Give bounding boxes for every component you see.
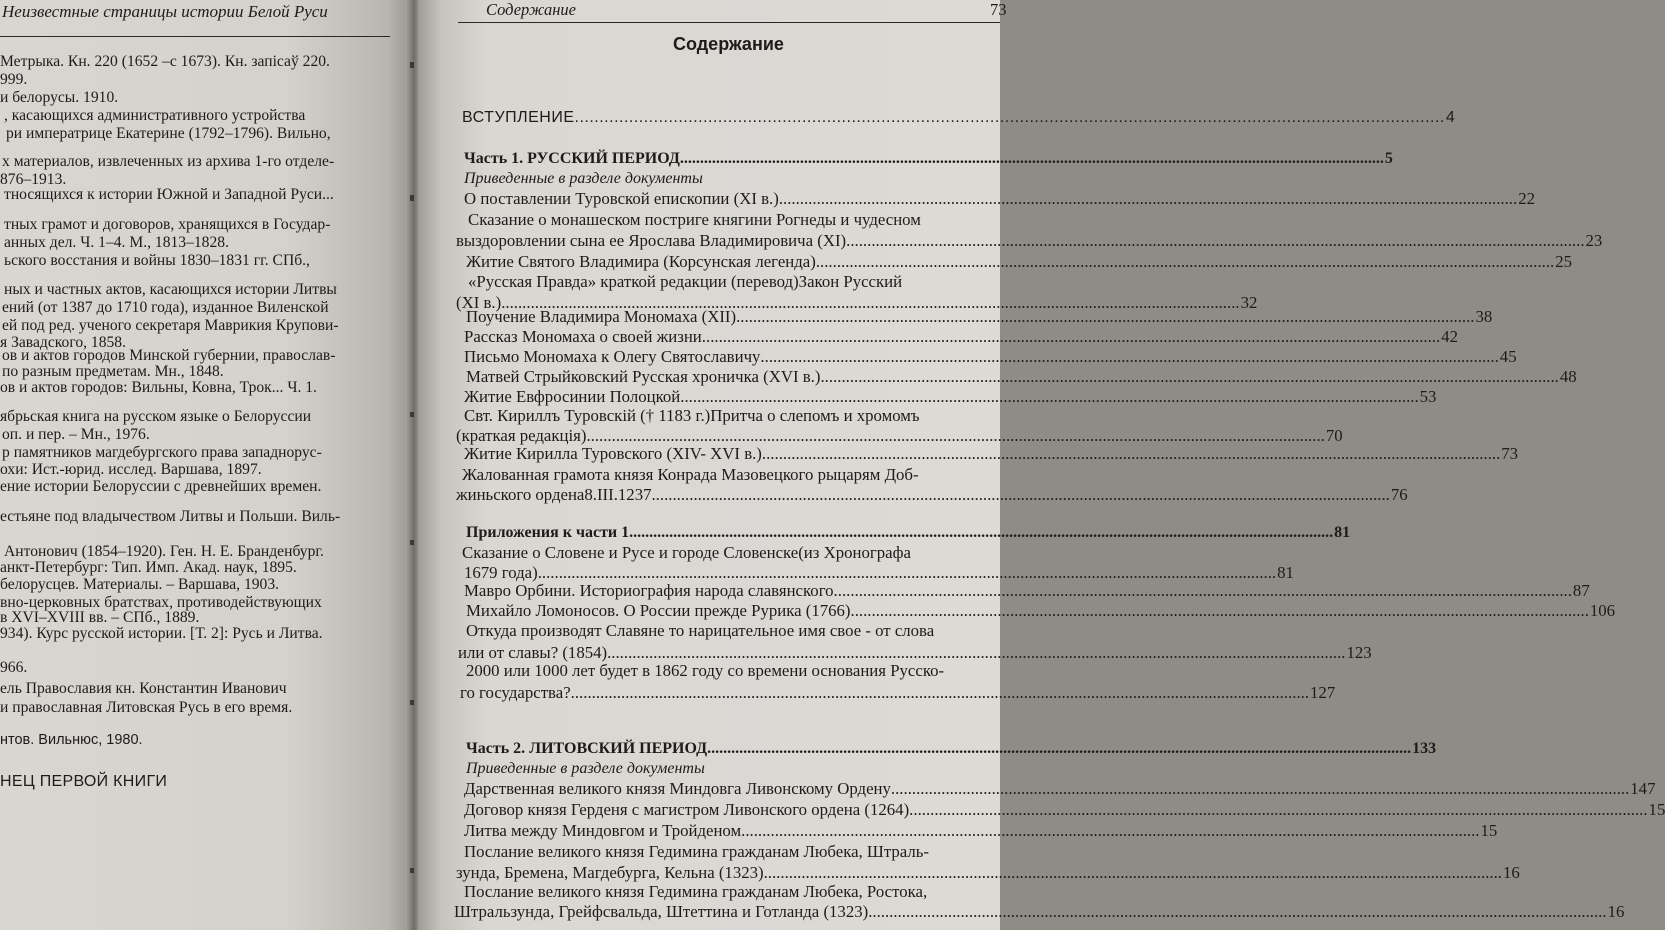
toc-entry bbox=[456, 484, 1408, 505]
toc-entry-title: жиньского ордена8.III.1237 bbox=[456, 485, 652, 504]
toc-entry-title: или от славы? (1854) bbox=[458, 643, 608, 662]
toc-section-heading bbox=[464, 148, 1393, 169]
toc-entry bbox=[464, 820, 1498, 841]
left-line: ных и частных актов, касающихся истории Литвы bbox=[4, 281, 337, 298]
toc-entry-title: Сказание о монашеском постриге княгини Рогнеды и чудесном bbox=[468, 210, 921, 229]
toc-leader-dots bbox=[702, 326, 1440, 347]
toc-section-heading bbox=[466, 738, 1437, 759]
toc-entry-title: Часть 2. ЛИТОВСКИЙ ПЕРИОД bbox=[466, 740, 708, 757]
toc-leader-dots bbox=[575, 107, 1445, 128]
left-line: р памятников магдебургского права западнорус- bbox=[2, 444, 322, 461]
toc-leader-dots bbox=[764, 862, 1502, 883]
toc-leader-dots bbox=[891, 778, 1629, 799]
toc-entry-page: 73 bbox=[1501, 444, 1519, 463]
left-line: ение истории Белоруссии с древнейших времен. bbox=[0, 478, 322, 495]
right-page bbox=[418, 0, 1665, 930]
binding-stitch bbox=[410, 62, 414, 68]
toc-entry bbox=[466, 251, 1572, 272]
toc-entry-title: Житие Евфросинии Полоцкой bbox=[464, 387, 681, 406]
toc-entry-page: 23 bbox=[1585, 231, 1603, 250]
toc-leader-dots bbox=[760, 346, 1498, 367]
left-line: в XVI–XVIII вв. – СПб., 1889. bbox=[0, 609, 200, 626]
toc-entry-title: Михайло Ломоносов. О России прежде Рурика (1766) bbox=[466, 601, 851, 620]
toc-leader-dots bbox=[909, 799, 1647, 820]
toc-entry-page: 133 bbox=[1412, 740, 1437, 757]
toc-entry-title: го государства? bbox=[460, 683, 571, 702]
toc-leader-dots bbox=[834, 580, 1572, 601]
toc-entry bbox=[464, 188, 1535, 209]
left-line: анкт-Петербург: Тип. Имп. Акад. наук, 1895. bbox=[0, 559, 297, 576]
toc-entry-title: Житие Кирилла Туровского (XIV- XVI в.) bbox=[464, 444, 762, 463]
toc-entry-page: 147 bbox=[1630, 779, 1656, 798]
left-line: , касающихся административного устройства bbox=[4, 107, 306, 124]
toc-entry bbox=[464, 881, 1000, 902]
toc-entry bbox=[464, 386, 1437, 407]
toc-entry-page: 15 bbox=[1648, 800, 1665, 819]
toc-entry-title: Жалованная грамота князя Конрада Мазовецкого рыцарям Доб- bbox=[462, 465, 919, 484]
toc-entry-page: 81 bbox=[1277, 563, 1294, 582]
toc-entry bbox=[456, 862, 1520, 883]
toc-entry-page: 123 bbox=[1346, 643, 1372, 662]
left-line: ов и актов городов: Вильны, Ковна, Трок... Ч. 1. bbox=[0, 379, 317, 396]
toc-leader-dots bbox=[779, 188, 1517, 209]
left-line: ьского восстания и войны 1830–1831 гг. СПб., bbox=[4, 252, 310, 269]
toc-entry bbox=[462, 107, 1456, 128]
toc-entry-title: Литва между Миндовгом и Тройденом bbox=[464, 821, 742, 840]
left-book-end: НЕЦ ПЕРВОЙ КНИГИ bbox=[0, 773, 168, 790]
left-line: ений (от 1387 до 1710 года), изданное Виленской bbox=[2, 299, 329, 316]
toc-leader-dots bbox=[762, 443, 1500, 464]
toc-section-heading bbox=[466, 522, 1351, 543]
toc-entry-title: Послание великого князя Гедимина гражданам Любека, Штраль- bbox=[464, 842, 929, 861]
toc-entry-title: Откуда производят Славяне то нарицательное имя свое - от слова bbox=[466, 621, 935, 640]
toc-entry bbox=[462, 542, 998, 563]
toc-entry bbox=[464, 841, 1000, 862]
binding-stitch bbox=[410, 700, 414, 705]
left-line: белорусцев. Материалы. – Варшава, 1903. bbox=[0, 576, 280, 593]
toc-entry-page: 5 bbox=[1384, 150, 1393, 167]
toc-entry bbox=[464, 405, 998, 426]
toc-entry bbox=[464, 326, 1458, 347]
toc-entry-page: 81 bbox=[1334, 524, 1351, 541]
toc-entry bbox=[454, 901, 1625, 922]
toc-entry-title: Приложения к части 1 bbox=[466, 524, 630, 541]
toc-entry bbox=[468, 271, 998, 292]
toc-entry-page: 45 bbox=[1499, 347, 1517, 366]
left-line: нтов. Вильнюс, 1980. bbox=[0, 732, 143, 748]
toc-entry-title: Мавро Орбини. Историография народа славянского bbox=[464, 581, 834, 600]
toc-entry-title: выздоровлении сына ее Ярослава Владимировича (XI) bbox=[456, 231, 847, 250]
left-line: я Завадского, 1858. bbox=[0, 334, 127, 351]
page-title: Содержание bbox=[673, 34, 784, 54]
toc-entry bbox=[466, 660, 998, 681]
toc-entry-title: Свт. Кириллъ Туровскій († 1183 г.)Притча о слепомъ и хромомъ bbox=[464, 406, 920, 425]
toc-leader-dots bbox=[680, 148, 1384, 169]
toc-entry-title: Рассказ Мономаха о своей жизни bbox=[464, 327, 702, 346]
toc-entry-title: О поставлении Туровской епископии (XI в.) bbox=[464, 189, 779, 208]
left-line: 876–1913. bbox=[0, 171, 67, 188]
toc-entry-title: (XI в.) bbox=[456, 293, 502, 312]
left-line: 999. bbox=[0, 71, 28, 88]
toc-entry-page: 16 bbox=[1502, 863, 1520, 882]
toc-entry bbox=[462, 464, 998, 485]
toc-entry bbox=[466, 366, 1577, 387]
toc-entry-title: Житие Святого Владимира (Корсунская легенда) bbox=[466, 252, 816, 271]
left-line: ябрьская книга на русском языке о Белоруссии bbox=[0, 408, 312, 425]
toc-entry-page: 53 bbox=[1419, 387, 1437, 406]
toc-entry bbox=[460, 682, 1336, 703]
toc-entry-title: «Русская Правда» краткой редакции (перевод)Закон Русский bbox=[468, 272, 903, 291]
toc-entry-title: Часть 1. РУССКИЙ ПЕРИОД bbox=[464, 150, 680, 167]
left-line: Антонович (1854–1920). Ген. Н. Е. Бранденбург. bbox=[4, 543, 324, 560]
toc-entry-title: Приведенные в разделе документы bbox=[464, 170, 703, 187]
toc-entry-page: 48 bbox=[1559, 367, 1577, 386]
toc-entry-title: Послание великого князя Гедимина гражданам Любека, Ростока, bbox=[464, 882, 928, 901]
toc-entry bbox=[464, 443, 1519, 464]
left-line: ов и актов городов Минской губернии, православ- bbox=[2, 347, 336, 364]
left-line: тносящихся к истории Южной и Западной Руси... bbox=[4, 186, 334, 203]
left-line: вно-церковных братствах, противодействующих bbox=[0, 594, 322, 611]
toc-entry bbox=[466, 620, 998, 641]
binding-stitch bbox=[410, 540, 414, 545]
binding-stitch bbox=[410, 412, 414, 417]
toc-entry-page: 42 bbox=[1441, 327, 1458, 346]
left-line: естьяне под владычеством Литвы и Польши. Виль- bbox=[0, 508, 341, 525]
toc-entry-title: ВСТУПЛЕНИЕ bbox=[462, 109, 575, 126]
toc-entry-title: Письмо Мономаха к Олегу Святославичу bbox=[464, 347, 761, 366]
toc-entry bbox=[466, 306, 1493, 327]
toc-entry-title: 1679 года) bbox=[464, 563, 538, 582]
toc-entry-title: Матвей Стрыйковский Русская хроничка (XVI в.) bbox=[466, 367, 821, 386]
left-page bbox=[0, 0, 408, 930]
left-line: анных дел. Ч. 1–4. М., 1813–1828. bbox=[4, 234, 229, 251]
left-header-rule bbox=[0, 36, 390, 37]
right-running-head: Содержание bbox=[486, 0, 577, 19]
left-line: х материалов, извлеченных из архива 1-го отделе- bbox=[2, 153, 335, 170]
toc-entry-title: Поучение Владимира Мономаха (XII) bbox=[466, 307, 737, 326]
toc-entry bbox=[464, 799, 1665, 820]
toc-subheading bbox=[464, 168, 1000, 189]
page-number: 73 bbox=[990, 0, 1007, 19]
toc-leader-dots bbox=[707, 738, 1411, 759]
toc-entry-title: Сказание о Словене и Русе и городе Словенске(из Хронографа bbox=[462, 543, 911, 562]
toc-entry-page: 22 bbox=[1518, 189, 1535, 208]
toc-entry-page: 25 bbox=[1555, 252, 1572, 271]
toc-entry-page: 38 bbox=[1475, 307, 1493, 326]
left-line: 934). Курс русской истории. [Т. 2]: Русь и Литва. bbox=[0, 625, 323, 642]
toc-entry bbox=[466, 600, 1616, 621]
left-line: ей под ред. ученого секретаря Маврикия Крупови- bbox=[2, 317, 339, 334]
toc-subheading bbox=[466, 758, 1000, 779]
left-line: Метрыка. Кн. 220 (1652 –с 1673). Кн. запісаў 220. bbox=[0, 53, 330, 70]
toc-leader-dots bbox=[816, 251, 1554, 272]
left-line: ель Православия кн. Константин Иванович bbox=[0, 680, 287, 697]
toc-leader-dots bbox=[846, 230, 1584, 251]
toc-entry-title: Договор князя Герденя с магистром Ливонского ордена (1264) bbox=[464, 800, 910, 819]
toc-entry-page: 4 bbox=[1445, 109, 1456, 126]
left-line: и православная Литовская Русь в его время. bbox=[0, 699, 293, 716]
toc-entry-page: 106 bbox=[1589, 601, 1616, 620]
toc-entry-page: 15 bbox=[1480, 821, 1498, 840]
left-line: по разным предметам. Мн., 1848. bbox=[2, 363, 224, 380]
toc-leader-dots bbox=[680, 386, 1418, 407]
left-line: тных грамот и договоров, хранящихся в Государ- bbox=[4, 216, 331, 233]
toc-leader-dots bbox=[868, 901, 1606, 922]
left-line: оп. и пер. – Мн., 1976. bbox=[2, 426, 150, 443]
left-line: ри императрице Екатерине (1792–1796). Вильно, bbox=[6, 125, 331, 142]
toc-entry-title: Штральзунда, Грейфсвальда, Штеттина и Готланда (1323) bbox=[454, 902, 869, 921]
toc-entry bbox=[464, 346, 1517, 367]
toc-entry-title: Приведенные в разделе документы bbox=[466, 760, 705, 777]
toc-entry bbox=[464, 778, 1656, 799]
left-running-head: Неизвестные страницы истории Белой Руси bbox=[2, 2, 328, 21]
toc-leader-dots bbox=[820, 366, 1558, 387]
toc-leader-dots bbox=[629, 522, 1333, 543]
toc-entry bbox=[464, 580, 1590, 601]
toc-entry-title: (краткая редакція) bbox=[456, 426, 587, 445]
toc-leader-dots bbox=[651, 484, 1389, 505]
toc-entry-page: 70 bbox=[1325, 426, 1343, 445]
toc-entry-page: 127 bbox=[1310, 683, 1336, 702]
toc-entry-title: зунда, Бремена, Магдебурга, Кельна (1323) bbox=[456, 863, 764, 882]
toc-entry-page: 76 bbox=[1390, 485, 1408, 504]
toc-entry-title: 2000 или 1000 лет будет в 1862 году со времени основания Русско- bbox=[466, 661, 945, 680]
toc-entry-page: 87 bbox=[1572, 581, 1590, 600]
toc-entry bbox=[468, 209, 998, 230]
right-header-rule bbox=[458, 22, 1000, 23]
left-line: охи: Ист.-юрид. исслед. Варшава, 1897. bbox=[0, 461, 262, 478]
toc-leader-dots bbox=[851, 600, 1589, 621]
toc-entry-page: 32 bbox=[1240, 293, 1258, 312]
left-line: 966. bbox=[0, 659, 28, 676]
toc-entry-title: Дарственная великого князя Миндовга Ливонскому Ордену bbox=[464, 779, 891, 798]
toc-leader-dots bbox=[571, 682, 1309, 703]
toc-entry-page: 16 bbox=[1607, 902, 1625, 921]
left-line: и белорусы. 1910. bbox=[0, 89, 119, 106]
toc-leader-dots bbox=[741, 820, 1479, 841]
binding-stitch bbox=[410, 868, 414, 873]
binding-stitch bbox=[410, 195, 414, 201]
toc-leader-dots bbox=[736, 306, 1474, 327]
toc-entry bbox=[456, 230, 1603, 251]
